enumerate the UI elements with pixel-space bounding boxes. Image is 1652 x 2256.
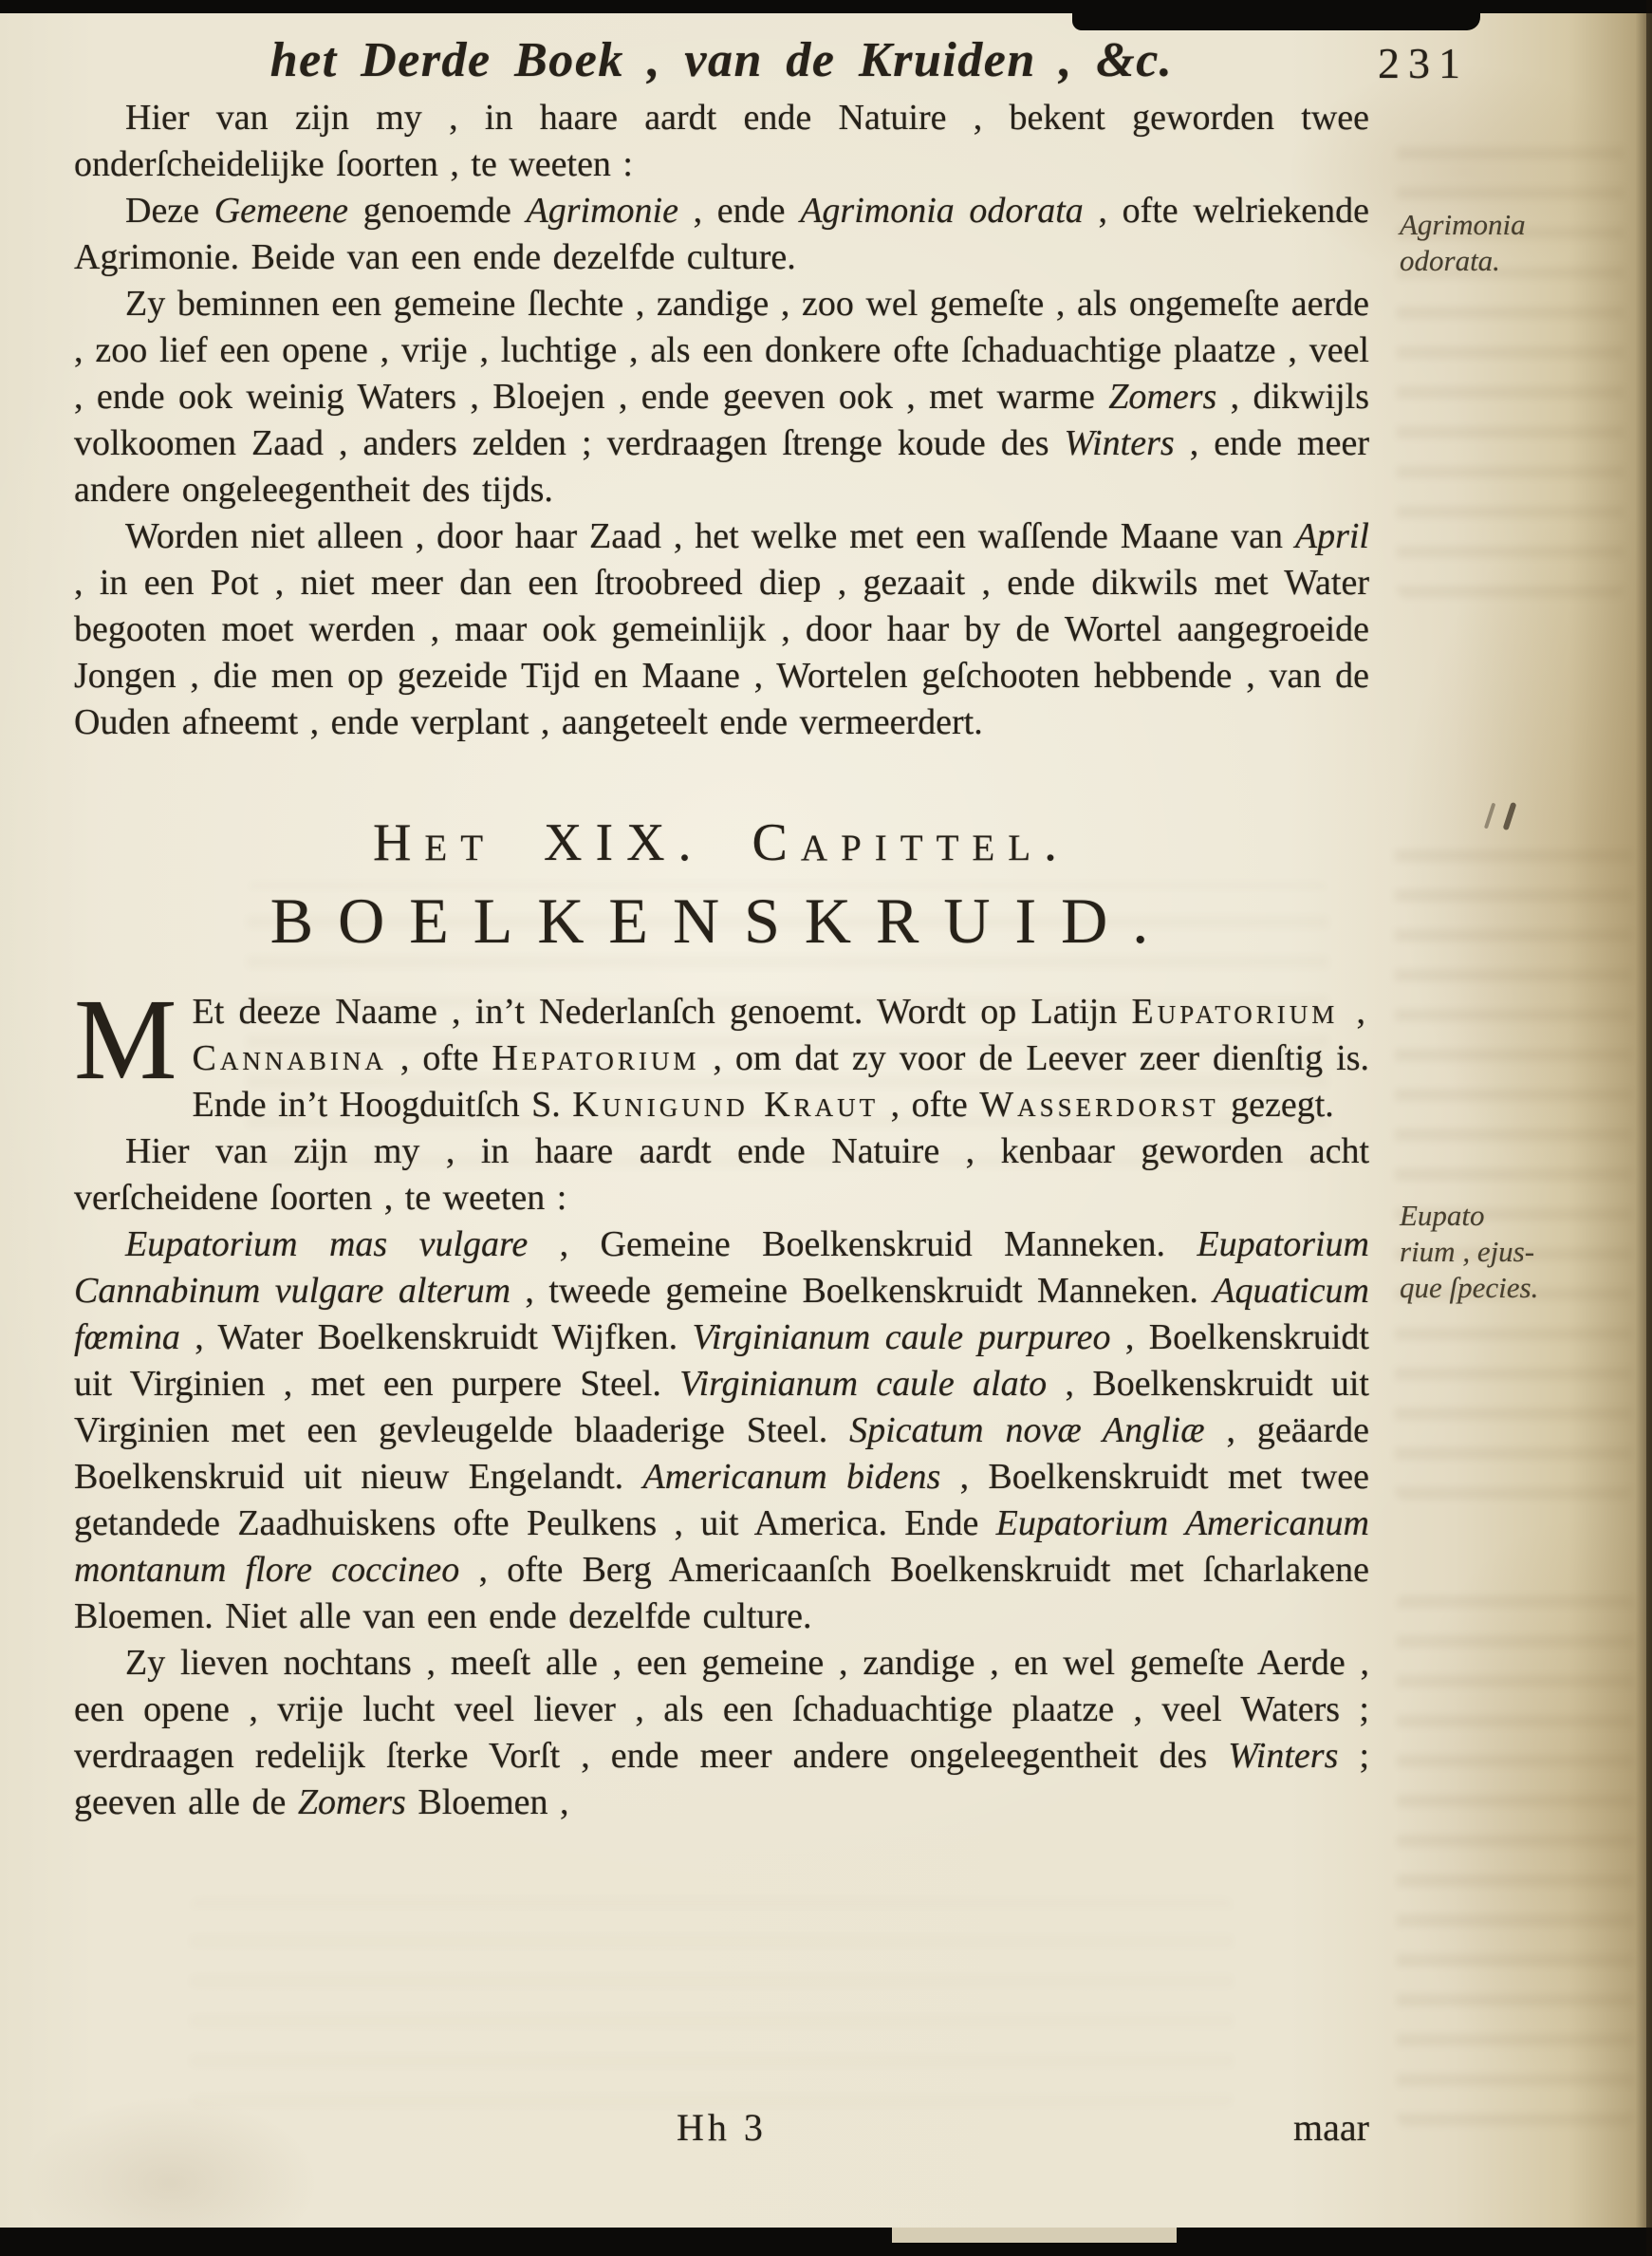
text-segment: Eupatorium , Cannabina (192, 992, 1369, 1078)
text-segment: , ende (678, 191, 801, 231)
page-number: 231 (1378, 39, 1469, 87)
text-segment: Eupatorium Cannabinum vulgare alterum (74, 1224, 1369, 1311)
bleedthrough-smudge (1395, 835, 1632, 1500)
text-segment: Zomers (297, 1782, 406, 1822)
scan-edge-bottom-notch (892, 2228, 1177, 2243)
margin-note-line: Agrimonia (1400, 208, 1526, 241)
text-segment: , om dat zy voor de Leever zeer dienſtig is. Ende in’t Hoogduitſch S. (192, 1038, 1369, 1125)
text-segment: , Gemeine Boelkenskruid Manneken. (528, 1224, 1197, 1264)
margin-note-line: rium , ejus- (1400, 1235, 1535, 1268)
text-segment: Aquaticum fœmina (74, 1271, 1369, 1357)
text-segment: , ofte Berg Americaanſch Boelkenskruidt met ſcharlakene Bloemen. Niet alle van een ende dezelfde culture. (74, 1550, 1369, 1636)
text-segment: Kunigund Kraut (572, 1085, 880, 1125)
text-segment: , dikwijls volkoomen Zaad , anders zelden ; verdraagen ſtrenge koude des (74, 377, 1370, 463)
text-segment: Virginianum caule alato (679, 1364, 1048, 1404)
text-segment: Hepatorium (492, 1038, 700, 1078)
text-segment: , Boelkenskruidt uit Virginien , met een purpere Steel. (74, 1317, 1369, 1404)
margin-note-line: odorata. (1400, 244, 1500, 277)
bleedthrough-smudge (190, 1898, 1234, 2107)
running-title: het Derde Boek , van de Kruiden , &c. (269, 33, 1174, 87)
signature-mark: Hh 3 (677, 2106, 767, 2149)
catchword: maar (1293, 2106, 1369, 2149)
text-segment: Americanum bidens (642, 1457, 941, 1497)
paragraph (74, 281, 1369, 513)
text-segment: ; geeven alle de (74, 1736, 1369, 1822)
chapter-number: Het XIX. Capittel. (372, 813, 1071, 872)
text-segment: Spicatum novæ Angliæ (849, 1410, 1205, 1450)
text-segment: , ofte welriekende Agrimonie. Beide van een ende dezelfde culture. (74, 191, 1370, 277)
text-segment: genoemde (348, 191, 527, 231)
text-segment: Et deeze Naame , in’t Nederlanſch genoemt. Wordt op Latijn (192, 992, 1132, 1032)
scan-edge-right (1646, 0, 1652, 2256)
text-segment: Deze (125, 191, 214, 231)
bleedthrough-smudge (1397, 1594, 1634, 2126)
text-segment: , ende meer andere ongeleegentheit des tijds. (74, 423, 1369, 510)
text-segment: , tweede gemeine Boelkenskruidt Manneken. (510, 1271, 1214, 1311)
text-segment: Zy beminnen een gemeine ſlechte , zandige , zoo wel gemeſte , als ongemeſte aerde , zoo lief een opene , vrije , luchtige , als een donkere ofte ſchaduachtige plaatze , veel , ende ook weinig Waters , Bloejen , ende geeven ook , met warme (74, 284, 1369, 417)
text-segment: April (1294, 516, 1369, 556)
ink-mark (1503, 802, 1517, 830)
scan-edge-top-blob (1072, 0, 1480, 30)
text-segment: , Boelkenskruidt uit Virginien met een gevleugelde blaaderige Steel. (74, 1364, 1369, 1450)
text-segment: Zomers (1108, 377, 1217, 417)
paragraph (74, 188, 1369, 281)
text-segment: , in een Pot , niet meer dan een ſtroobreed diep , gezaait , ende dikwils met Water begooten moet werden , maar ook gemeinlijk , door haar by de Wortel aangegroeide Jongen , die men op gezeide Tijd en Maane , Wortelen geſchooten hebbende , van de Ouden afneemt , ende verplant , aangeteelt ende vermeerdert. (74, 563, 1369, 742)
paragraph (74, 1221, 1369, 1640)
text-segment: Zy lieven nochtans , meeſt alle , een gemeine , zandige , en wel gemeſte Aerde , een opene , vrije lucht veel liever , als een ſchaduachtige plaatze , veel Waters ; verdraagen redelijk ſterke Vorſt , ende meer andere ongeleegentheit des (74, 1643, 1369, 1776)
text-segment: Wasserdorst (979, 1085, 1219, 1125)
text-segment: Eupatorium mas vulgare (125, 1224, 529, 1264)
text-segment: Gemeene (213, 191, 349, 231)
chapter-title: BOELKENSKRUID. (269, 885, 1174, 957)
text-segment: , Boelkenskruidt met twee getandede Zaadhuiskens ofte Peulkens , uit America. Ende (74, 1457, 1369, 1543)
text-segment: , ofte (879, 1085, 980, 1125)
paragraph (74, 513, 1369, 746)
drop-cap: M (74, 976, 177, 1104)
text-segment: Agrimonia odorata (800, 191, 1084, 231)
bleedthrough-smudge (1397, 142, 1624, 598)
text-segment: gezegt. (1218, 1085, 1334, 1125)
margin-note-line: Eupato (1400, 1199, 1485, 1232)
text-segment: , geäarde Boelkenskruid uit nieuw Engelandt. (74, 1410, 1369, 1497)
text-segment: Bloemen , (405, 1782, 569, 1822)
paragraph (74, 95, 1369, 188)
bleedthrough-smudge (247, 883, 1328, 1167)
text-segment: Hier van zijn my , in haare aardt ende Natuire , kenbaar geworden acht verſcheidene ſoorten , te weeten : (74, 1131, 1369, 1218)
margin-note-line: que ſpecies. (1400, 1271, 1539, 1304)
text-segment: Worden niet alleen , door haar Zaad , het welke met een waſſende Maane van (125, 516, 1295, 556)
page-header (74, 32, 1369, 88)
scan-edge-bottom (0, 2228, 1652, 2256)
text-segment: Agrimonie (526, 191, 678, 231)
text-segment: Winters (1064, 423, 1175, 463)
paragraph (74, 1640, 1369, 1826)
text-segment: Winters (1228, 1736, 1339, 1776)
text-segment: , Water Boelkenskruidt Wijfken. (179, 1317, 693, 1357)
text-segment: Eupatorium Americanum montanum flore coccineo (74, 1503, 1369, 1590)
text-segment: , ofte (386, 1038, 492, 1078)
text-segment: Virginianum caule purpureo (692, 1317, 1111, 1357)
text-segment: Hier van zijn my , in haare aardt ende Natuire , bekent geworden twee onderſcheidelijke ſoorten , te weeten : (74, 98, 1369, 184)
